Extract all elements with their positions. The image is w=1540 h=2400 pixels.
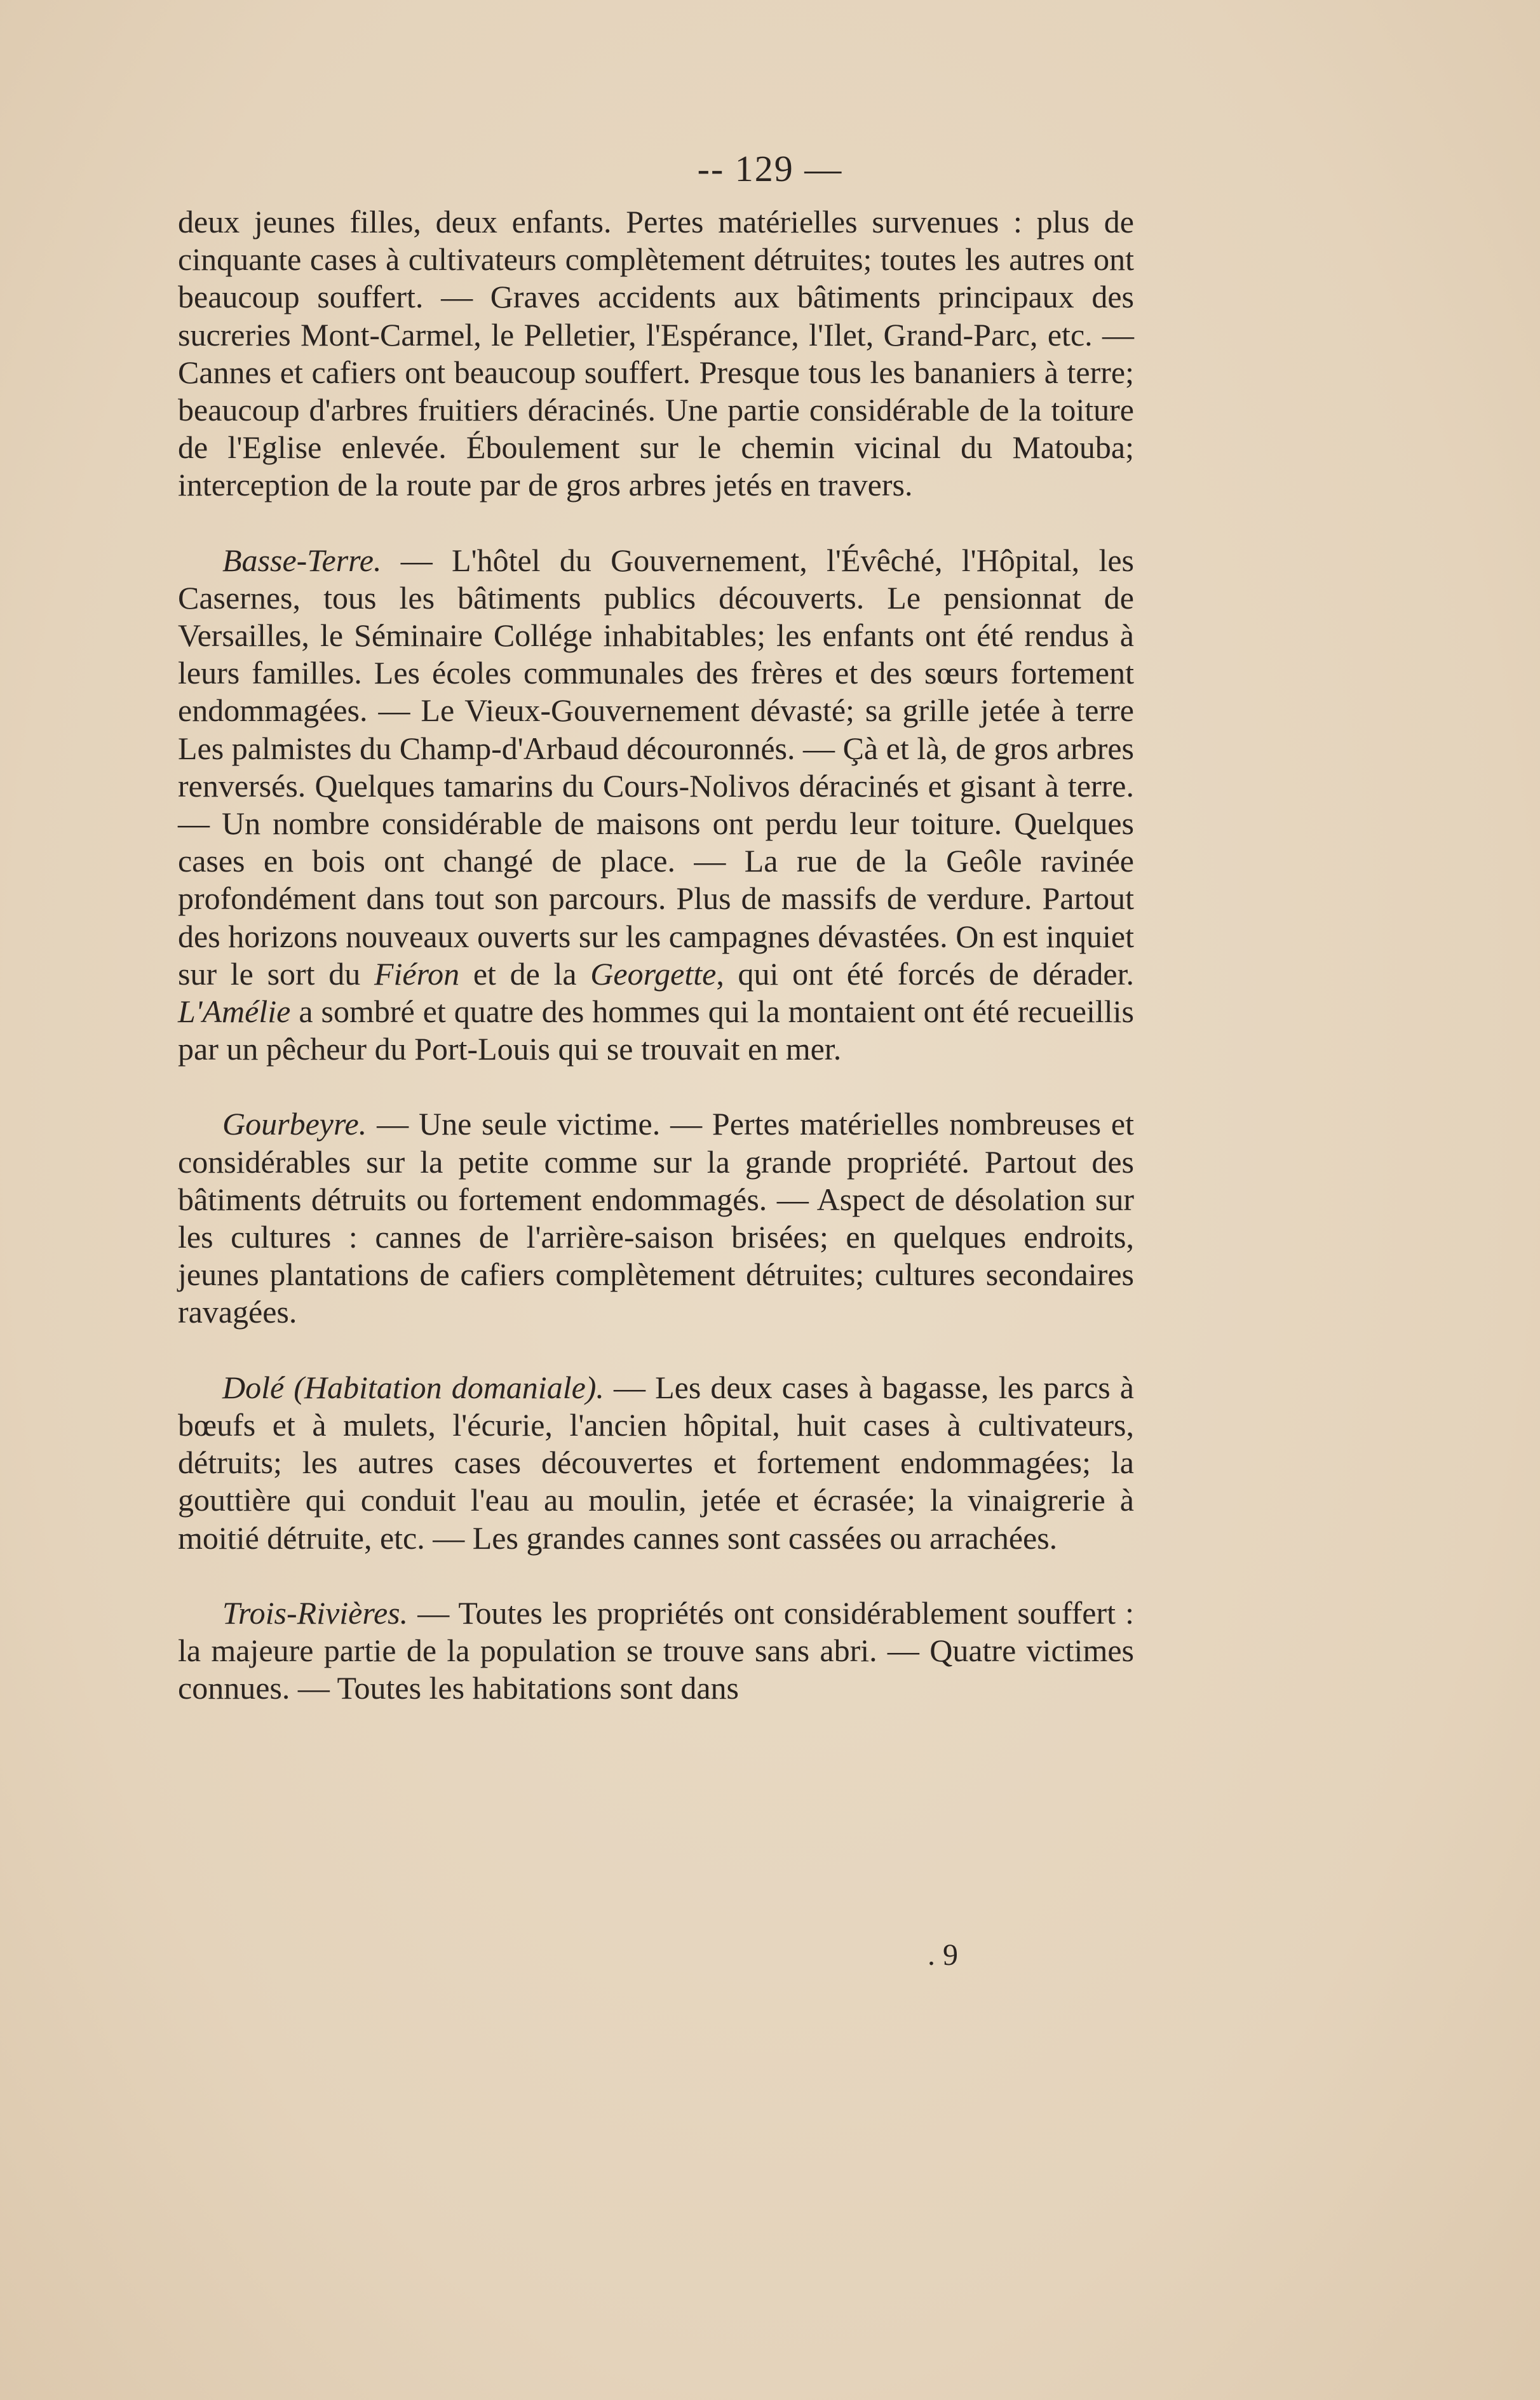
ship-name: Georgette — [590, 955, 717, 992]
section-title-dole: Dolé (Habitation domaniale). — [222, 1369, 604, 1405]
paragraph-text: et de la — [459, 955, 591, 992]
paragraph-text: — Toutes les propriétés ont considérablement souffert : la majeure partie de la population se trouve sans abri. — Quatre victimes connues. — Toutes les habitations sont dans — [178, 1594, 1134, 1706]
paragraph-gourbeyre — [178, 1105, 1134, 1331]
ship-name: Fiéron — [374, 955, 460, 992]
paragraph-text: , qui ont été forcés de dérader. — [716, 955, 1134, 992]
body-text — [178, 203, 1134, 1707]
paragraph-text: a sombré et quatre des hommes qui la montaient ont été recueillis par un pêcheur du Port-Louis qui se trouvait en mer. — [178, 994, 1134, 1067]
section-title-gourbeyre: Gourbeyre. — [222, 1106, 367, 1142]
signature-mark: . 9 — [928, 1938, 958, 1972]
paragraph-text: — Les deux cases à bagasse, les parcs à bœufs et à mulets, l'écurie, l'ancien hôpital, huit cases à cultivateurs, détruits; les autres cases découvertes et fortement endommagées; la gouttière qui conduit l'eau au moulin, jetée et écrasée; la vinaigrerie à moitié détruite, etc. — Les grandes cannes sont cassées ou arrachées. — [178, 1369, 1134, 1556]
paragraph-dole — [178, 1369, 1134, 1557]
section-title-basse-terre: Basse-Terre. — [222, 542, 382, 578]
paragraph-text: — L'hôtel du Gouvernement, l'Évêché, l'Hôpital, les Casernes, tous les bâtiments publics découverts. Le pensionnat de Versailles, le Séminaire Collége inhabitables; les enfants ont été rendus à leurs familles. Les écoles communales des frères et des sœurs fortement endommagées. — Le Vieux-Gouvernement dévasté; sa grille jetée à terre Les palmistes du Champ-d'Arbaud découronnés. — Çà et là, de gros arbres renversés. Quelques tamarins du Cours-Nolivos déracinés et gisant à terre. — Un nombre considérable de maisons ont perdu leur toiture. Quelques cases en bois ont changé de place. — La rue de la Geôle ravinée profondément dans tout son parcours. Plus de massifs de verdure. Partout des horizons nouveaux ouverts sur les campagnes dévastées. On est inquiet sur le sort du — [178, 542, 1134, 992]
paragraph-basse-terre — [178, 542, 1134, 1069]
section-title-trois-rivieres: Trois-Rivières. — [222, 1594, 409, 1631]
ship-name: L'Amélie — [178, 994, 291, 1030]
page-number-header: -- 129 — — [697, 148, 843, 189]
paragraph-1: deux jeunes filles, deux enfants. Pertes matérielles survenues : plus de cinquante cases à cultivateurs complètement détruites; toutes les autres ont beaucoup souffert. — Graves accidents aux bâtiments principaux des sucreries Mont-Carmel, le Pelletier, l'Espérance, l'Ilet, Grand-Parc, etc. — Cannes et cafiers ont beaucoup souffert. Presque tous les bananiers à terre; beaucoup d'arbres fruitiers déracinés. Une partie considérable de la toiture de l'Eglise enlevée. Éboulement sur le chemin vicinal du Matouba; interception de la route par de gros arbres jetés en travers. — [178, 204, 1134, 503]
paragraph-trois-rivieres — [178, 1594, 1134, 1708]
paragraph-text: — Une seule victime. — Pertes matérielles nombreuses et considérables sur la petite comme sur la grande propriété. Partout des bâtiments détruits ou fortement endommagés. — Aspect de désolation sur les cultures : cannes de l'arrière-saison brisées; en quelques endroits, jeunes plantations de cafiers complètement détruites; cultures secondaires ravagées. — [178, 1106, 1134, 1330]
